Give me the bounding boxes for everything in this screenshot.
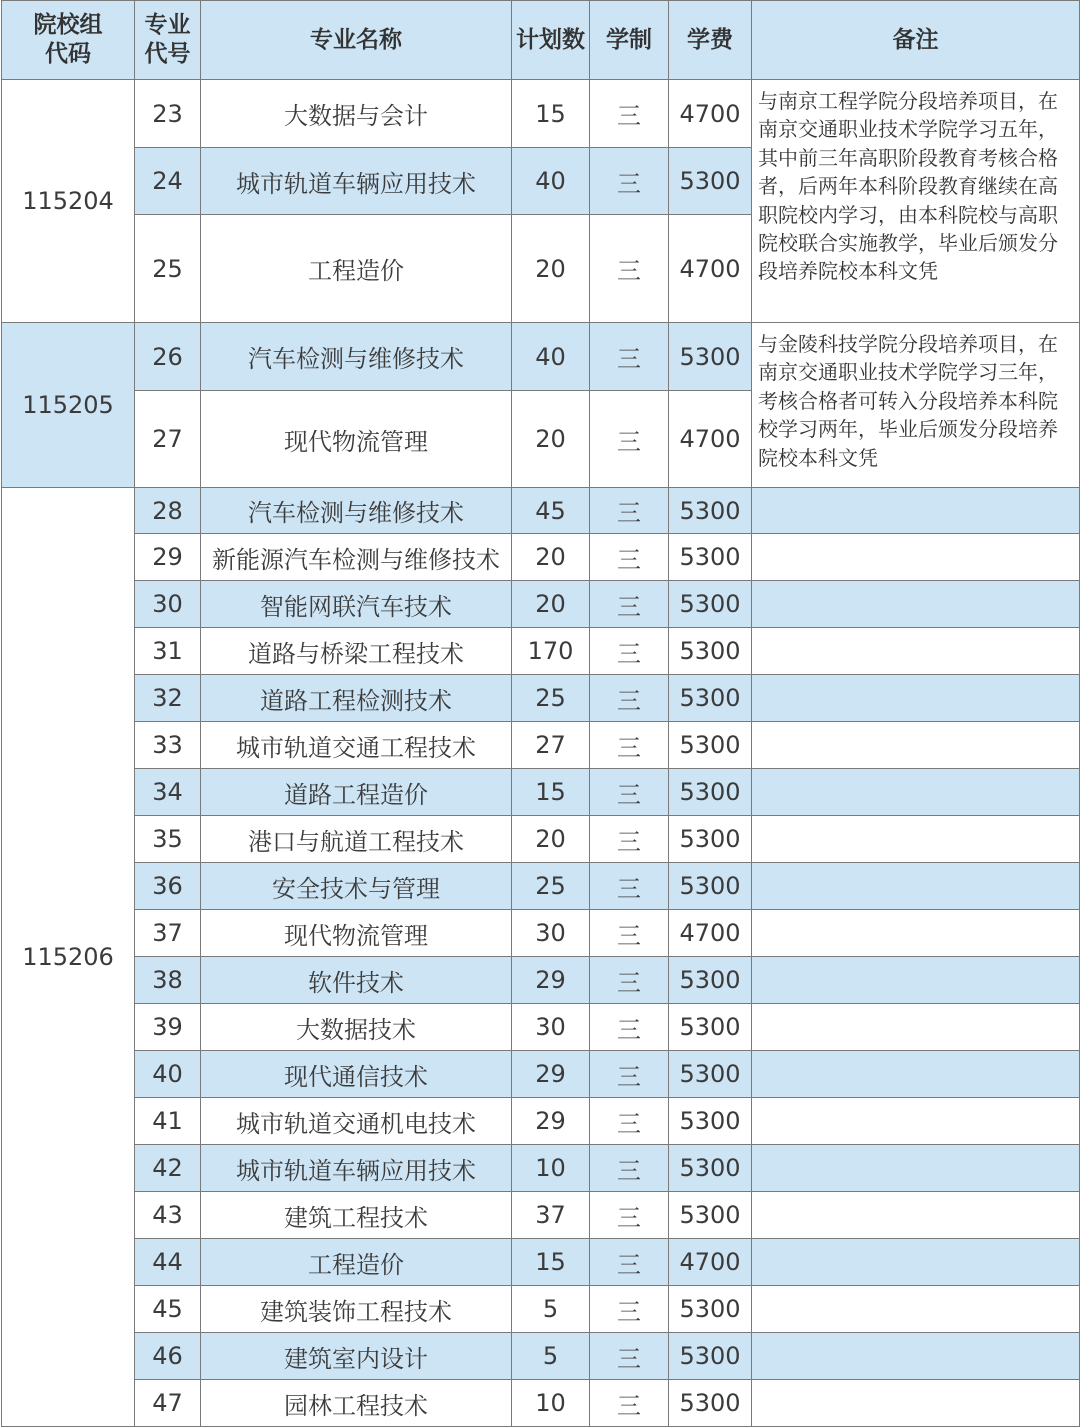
duration-cell: 三 [590, 769, 669, 816]
header-major-name: 专业名称 [201, 1, 512, 80]
table-row [2, 1380, 1080, 1427]
major-name-cell: 道路工程造价 [201, 769, 512, 816]
group-code-cell: 115204 [2, 80, 135, 323]
major-name-cell: 大数据技术 [201, 1004, 512, 1051]
major-code-cell: 28 [135, 488, 201, 534]
remark-cell [752, 863, 1080, 910]
remark-cell [752, 581, 1080, 628]
major-code-cell: 39 [135, 1004, 201, 1051]
table-row [2, 628, 1080, 675]
plan-cell: 5 [512, 1286, 590, 1333]
remark-cell: 与南京工程学院分段培养项目，在南京交通职业技术学院学习五年，其中前三年高职阶段教育考核合格者，后两年本科阶段教育继续在高职院校内学习，由本科院校与高职院校联合实施教学，毕业后颁发分段培养院校本科文凭 [752, 80, 1080, 323]
duration-cell: 三 [590, 391, 669, 488]
major-code-cell: 34 [135, 769, 201, 816]
remark-cell [752, 628, 1080, 675]
duration-cell: 三 [590, 863, 669, 910]
remark-cell [752, 1380, 1080, 1427]
major-code-cell: 30 [135, 581, 201, 628]
table-row [2, 1145, 1080, 1192]
remark-cell [752, 534, 1080, 581]
table-row [2, 323, 1080, 391]
tuition-cell: 5300 [669, 323, 752, 391]
major-name-cell: 建筑室内设计 [201, 1333, 512, 1380]
major-name-cell: 城市轨道交通工程技术 [201, 722, 512, 769]
major-code-cell: 33 [135, 722, 201, 769]
table-body [2, 80, 1080, 1427]
remark-cell [752, 1098, 1080, 1145]
major-name-cell: 工程造价 [201, 1239, 512, 1286]
remark-cell [752, 675, 1080, 722]
tuition-cell: 5300 [669, 1380, 752, 1427]
plan-cell: 25 [512, 863, 590, 910]
remark-cell [752, 1239, 1080, 1286]
table-row [2, 816, 1080, 863]
major-code-cell: 35 [135, 816, 201, 863]
major-code-cell: 43 [135, 1192, 201, 1239]
duration-cell: 三 [590, 1192, 669, 1239]
tuition-cell: 5300 [669, 628, 752, 675]
plan-cell: 15 [512, 80, 590, 148]
tuition-cell: 5300 [669, 1192, 752, 1239]
remark-cell [752, 488, 1080, 534]
major-name-cell: 城市轨道车辆应用技术 [201, 1145, 512, 1192]
header-duration: 学制 [590, 1, 669, 80]
major-code-cell: 25 [135, 215, 201, 323]
major-code-cell: 44 [135, 1239, 201, 1286]
duration-cell: 三 [590, 1145, 669, 1192]
duration-cell: 三 [590, 1333, 669, 1380]
enrollment-table [1, 0, 1080, 1427]
tuition-cell: 5300 [669, 1004, 752, 1051]
duration-cell: 三 [590, 534, 669, 581]
major-code-cell: 46 [135, 1333, 201, 1380]
duration-cell: 三 [590, 323, 669, 391]
group-code-cell: 115205 [2, 323, 135, 488]
plan-cell: 27 [512, 722, 590, 769]
tuition-cell: 5300 [669, 488, 752, 534]
major-name-cell: 汽车检测与维修技术 [201, 488, 512, 534]
major-code-cell: 47 [135, 1380, 201, 1427]
major-code-cell: 41 [135, 1098, 201, 1145]
plan-cell: 29 [512, 957, 590, 1004]
header-remark: 备注 [752, 1, 1080, 80]
table-row [2, 1004, 1080, 1051]
tuition-cell: 5300 [669, 816, 752, 863]
tuition-cell: 5300 [669, 534, 752, 581]
major-name-cell: 大数据与会计 [201, 80, 512, 148]
major-name-cell: 城市轨道车辆应用技术 [201, 148, 512, 215]
remark-cell: 与金陵科技学院分段培养项目，在南京交通职业技术学院学习三年，考核合格者可转入分段培养本科院校学习两年，毕业后颁发分段培养院校本科文凭 [752, 323, 1080, 488]
major-code-cell: 40 [135, 1051, 201, 1098]
major-name-cell: 工程造价 [201, 215, 512, 323]
plan-cell: 29 [512, 1098, 590, 1145]
duration-cell: 三 [590, 1380, 669, 1427]
major-name-cell: 园林工程技术 [201, 1380, 512, 1427]
tuition-cell: 4700 [669, 391, 752, 488]
major-code-cell: 45 [135, 1286, 201, 1333]
tuition-cell: 5300 [669, 957, 752, 1004]
tuition-cell: 4700 [669, 1239, 752, 1286]
header-row [2, 1, 1080, 80]
header-major-code: 专业代号 [135, 1, 201, 80]
tuition-cell: 5300 [669, 1286, 752, 1333]
major-code-cell: 24 [135, 148, 201, 215]
remark-cell [752, 722, 1080, 769]
tuition-cell: 4700 [669, 80, 752, 148]
table-row [2, 1192, 1080, 1239]
plan-cell: 10 [512, 1145, 590, 1192]
tuition-cell: 5300 [669, 1051, 752, 1098]
plan-cell: 30 [512, 910, 590, 957]
duration-cell: 三 [590, 1098, 669, 1145]
major-name-cell: 现代物流管理 [201, 910, 512, 957]
remark-cell [752, 1051, 1080, 1098]
tuition-cell: 5300 [669, 675, 752, 722]
remark-cell [752, 1333, 1080, 1380]
tuition-cell: 5300 [669, 769, 752, 816]
tuition-cell: 5300 [669, 581, 752, 628]
plan-cell: 15 [512, 1239, 590, 1286]
duration-cell: 三 [590, 910, 669, 957]
plan-cell: 15 [512, 769, 590, 816]
plan-cell: 45 [512, 488, 590, 534]
major-code-cell: 32 [135, 675, 201, 722]
remark-cell [752, 1145, 1080, 1192]
tuition-cell: 5300 [669, 148, 752, 215]
remark-cell [752, 816, 1080, 863]
header-tuition: 学费 [669, 1, 752, 80]
duration-cell: 三 [590, 148, 669, 215]
major-name-cell: 现代通信技术 [201, 1051, 512, 1098]
table-row [2, 957, 1080, 1004]
duration-cell: 三 [590, 80, 669, 148]
duration-cell: 三 [590, 675, 669, 722]
tuition-cell: 5300 [669, 1098, 752, 1145]
major-code-cell: 37 [135, 910, 201, 957]
major-name-cell: 城市轨道交通机电技术 [201, 1098, 512, 1145]
plan-cell: 20 [512, 581, 590, 628]
plan-cell: 37 [512, 1192, 590, 1239]
duration-cell: 三 [590, 488, 669, 534]
duration-cell: 三 [590, 1286, 669, 1333]
tuition-cell: 5300 [669, 1333, 752, 1380]
table-row [2, 1098, 1080, 1145]
tuition-cell: 5300 [669, 722, 752, 769]
plan-cell: 10 [512, 1380, 590, 1427]
table-row [2, 910, 1080, 957]
group-code-cell: 115206 [2, 488, 135, 1427]
plan-cell: 20 [512, 215, 590, 323]
major-name-cell: 软件技术 [201, 957, 512, 1004]
remark-cell [752, 957, 1080, 1004]
table-row [2, 1051, 1080, 1098]
remark-cell [752, 910, 1080, 957]
major-code-cell: 42 [135, 1145, 201, 1192]
tuition-cell: 4700 [669, 215, 752, 323]
major-code-cell: 29 [135, 534, 201, 581]
duration-cell: 三 [590, 628, 669, 675]
plan-cell: 30 [512, 1004, 590, 1051]
remark-cell [752, 769, 1080, 816]
duration-cell: 三 [590, 215, 669, 323]
remark-cell [752, 1004, 1080, 1051]
table-row [2, 488, 1080, 534]
major-name-cell: 智能网联汽车技术 [201, 581, 512, 628]
plan-cell: 20 [512, 391, 590, 488]
table-row [2, 1239, 1080, 1286]
plan-cell: 29 [512, 1051, 590, 1098]
tuition-cell: 5300 [669, 1145, 752, 1192]
table-row [2, 581, 1080, 628]
duration-cell: 三 [590, 1239, 669, 1286]
duration-cell: 三 [590, 722, 669, 769]
table-row [2, 534, 1080, 581]
table-row [2, 675, 1080, 722]
major-code-cell: 31 [135, 628, 201, 675]
major-name-cell: 新能源汽车检测与维修技术 [201, 534, 512, 581]
major-name-cell: 道路工程检测技术 [201, 675, 512, 722]
table-row [2, 1333, 1080, 1380]
table-row [2, 863, 1080, 910]
duration-cell: 三 [590, 1051, 669, 1098]
table-row [2, 722, 1080, 769]
major-code-cell: 23 [135, 80, 201, 148]
major-code-cell: 27 [135, 391, 201, 488]
header-plan: 计划数 [512, 1, 590, 80]
plan-cell: 20 [512, 534, 590, 581]
major-name-cell: 汽车检测与维修技术 [201, 323, 512, 391]
table-row [2, 769, 1080, 816]
plan-cell: 40 [512, 323, 590, 391]
remark-cell [752, 1286, 1080, 1333]
major-name-cell: 港口与航道工程技术 [201, 816, 512, 863]
major-name-cell: 安全技术与管理 [201, 863, 512, 910]
plan-cell: 25 [512, 675, 590, 722]
duration-cell: 三 [590, 581, 669, 628]
duration-cell: 三 [590, 1004, 669, 1051]
plan-cell: 20 [512, 816, 590, 863]
tuition-cell: 5300 [669, 863, 752, 910]
duration-cell: 三 [590, 957, 669, 1004]
duration-cell: 三 [590, 816, 669, 863]
plan-cell: 40 [512, 148, 590, 215]
remark-cell [752, 1192, 1080, 1239]
major-name-cell: 建筑工程技术 [201, 1192, 512, 1239]
major-name-cell: 现代物流管理 [201, 391, 512, 488]
header-group-code: 院校组代码 [2, 1, 135, 80]
plan-cell: 5 [512, 1333, 590, 1380]
major-name-cell: 道路与桥梁工程技术 [201, 628, 512, 675]
plan-cell: 170 [512, 628, 590, 675]
major-code-cell: 36 [135, 863, 201, 910]
table-row [2, 80, 1080, 148]
major-name-cell: 建筑装饰工程技术 [201, 1286, 512, 1333]
major-code-cell: 38 [135, 957, 201, 1004]
table-row [2, 1286, 1080, 1333]
tuition-cell: 4700 [669, 910, 752, 957]
major-code-cell: 26 [135, 323, 201, 391]
